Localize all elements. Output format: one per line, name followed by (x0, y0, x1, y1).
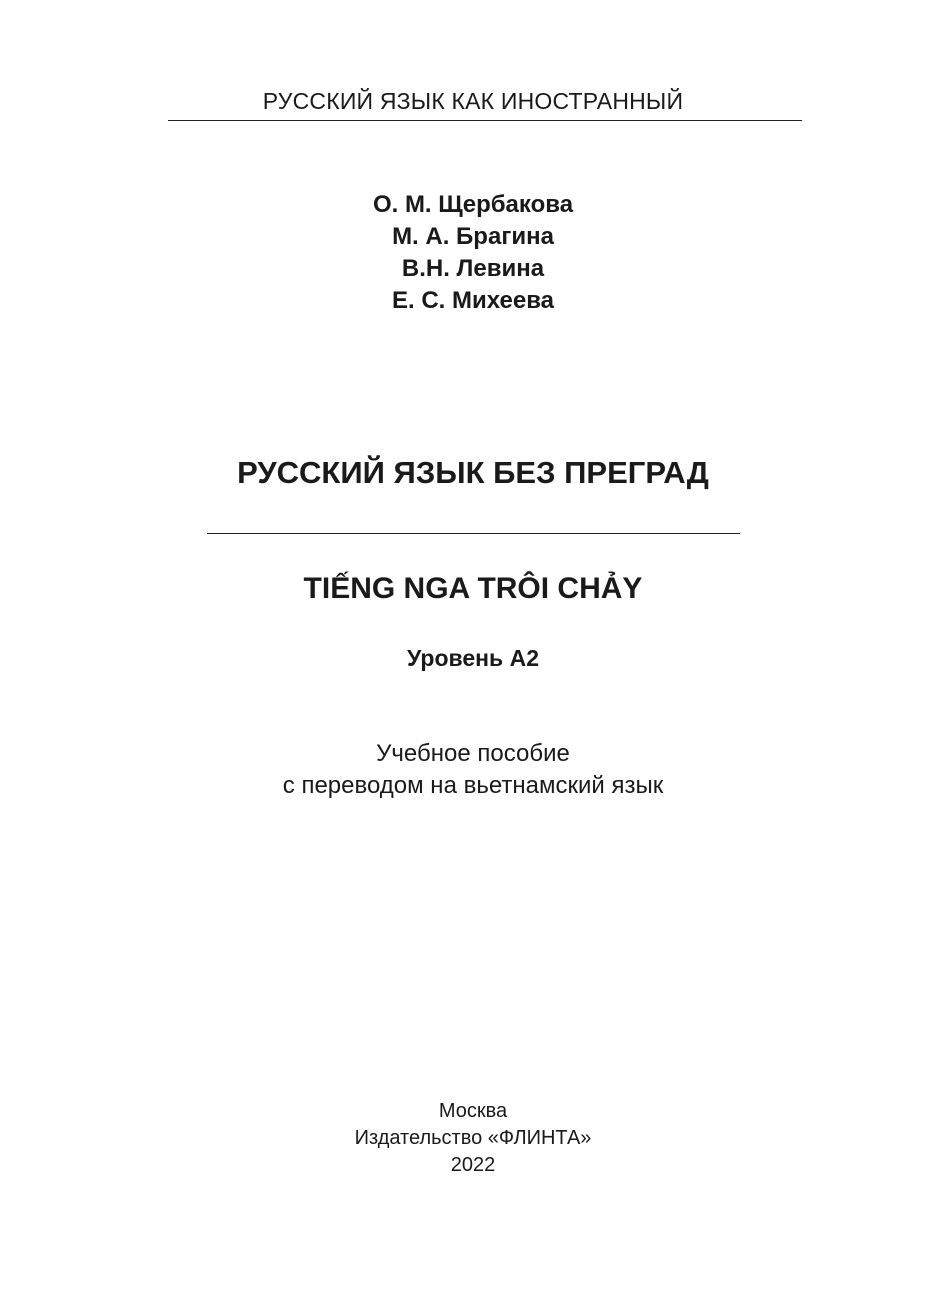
book-title: РУССКИЙ ЯЗЫК БЕЗ ПРЕГРАД (237, 455, 709, 490)
book-subtitle: TIẾNG NGA TRÔI CHẢY (303, 572, 643, 605)
author-name: О. М. Щербакова (372, 191, 574, 218)
series-title: РУССКИЙ ЯЗЫК КАК ИНОСТРАННЫЙ (262, 88, 684, 114)
title-divider (207, 533, 740, 534)
description-line: Учебное пособие (376, 740, 570, 767)
author-name: Е. С. Михеева (392, 287, 554, 314)
description-line: с переводом на вьетнамский язык (282, 772, 664, 799)
author-name: М. А. Брагина (392, 223, 554, 250)
top-divider (168, 120, 802, 121)
imprint-city: Москва (438, 1100, 508, 1122)
imprint-publisher: Издательство «ФЛИНТА» (354, 1127, 592, 1149)
imprint-year: 2022 (450, 1154, 496, 1176)
imprint (0, 1098, 946, 1179)
book-description (0, 738, 946, 802)
author-name: В.Н. Левина (401, 255, 545, 282)
level-label: Уровень А2 (407, 645, 539, 671)
author-list (0, 189, 946, 317)
